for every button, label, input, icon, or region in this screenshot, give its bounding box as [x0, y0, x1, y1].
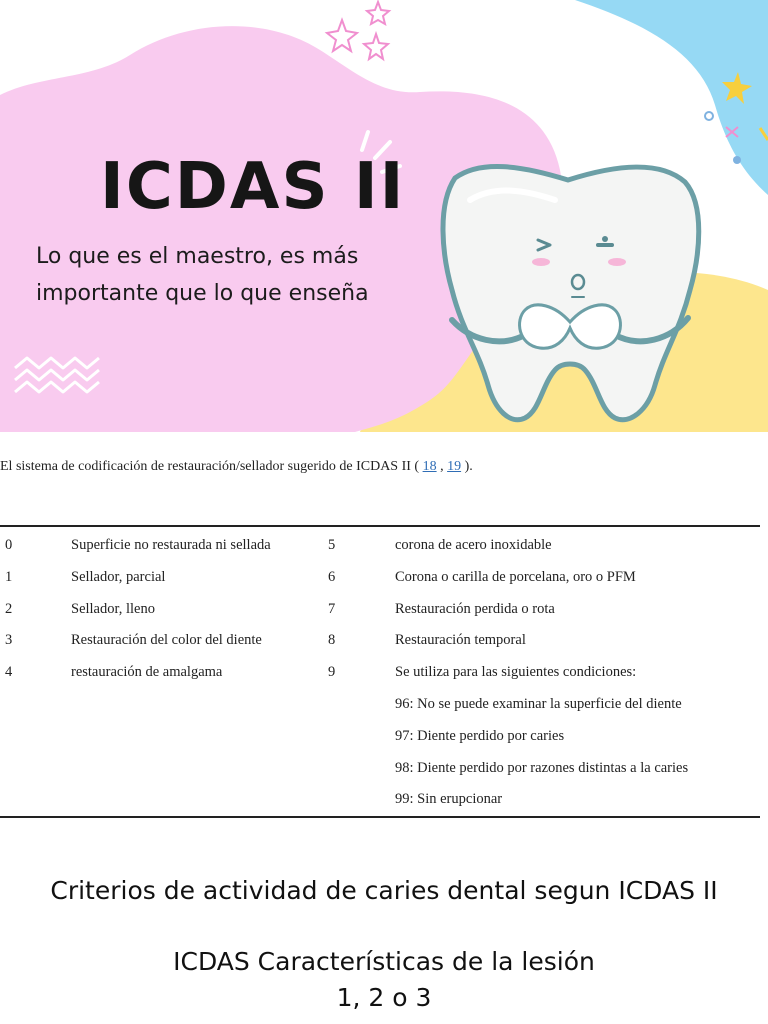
restoration-code-table	[0, 525, 760, 818]
code-cell: 6	[328, 568, 336, 585]
code-cell: 3	[5, 632, 13, 649]
table-row	[0, 753, 760, 785]
code-cell: 9	[328, 664, 336, 681]
code-cell: 2	[5, 600, 13, 617]
description-cell: 98: Diente perdido por razones distintas a la caries	[395, 759, 689, 776]
header-banner	[0, 0, 768, 432]
description-cell: 96: No se puede examinar la superficie del diente	[395, 695, 682, 712]
code-cell: 8	[328, 632, 336, 649]
caption-text: El sistema de codificación de restauración/sellador sugerido de ICDAS II (	[0, 459, 420, 474]
description-cell: 99: Sin erupcionar	[395, 791, 503, 808]
description-cell: Sellador, parcial	[71, 568, 166, 585]
table-caption	[0, 459, 768, 475]
codes-heading: 1, 2 o 3	[336, 983, 432, 1012]
code-cell: 5	[328, 537, 336, 553]
description-cell: Corona o carilla de porcelana, oro o PFM	[395, 568, 636, 585]
code-cell: 1	[5, 568, 13, 585]
caption-separator: ,	[440, 459, 444, 474]
table-row	[0, 657, 760, 689]
description-cell: Restauración temporal	[395, 632, 526, 649]
table-row	[0, 784, 760, 816]
star-icons	[327, 2, 389, 59]
banner-subtitle: Lo que es el maestro, es más importante que lo que enseña	[36, 244, 369, 306]
code-cell: 0	[5, 537, 13, 553]
caption-end: ).	[464, 459, 473, 474]
reference-link-18[interactable]: 18	[422, 459, 437, 474]
description-cell: 97: Diente perdido por caries	[395, 727, 565, 744]
table-row	[0, 689, 760, 721]
table-row	[0, 594, 760, 626]
table-row	[0, 530, 760, 562]
code-cell: 4	[5, 664, 13, 681]
table-row	[0, 562, 760, 594]
characteristics-heading: ICDAS Características de la lesión	[173, 947, 595, 976]
banner-title: ICDAS II	[100, 150, 406, 224]
criteria-heading: Criterios de actividad de caries dental segun ICDAS II	[50, 876, 718, 905]
table-row	[0, 721, 760, 753]
description-cell: Restauración perdida o rota	[395, 600, 555, 617]
description-cell: Restauración del color del diente	[71, 632, 262, 649]
description-cell: corona de acero inoxidable	[395, 537, 552, 553]
table-row	[0, 625, 760, 657]
description-cell: Se utiliza para las siguientes condiciones:	[395, 664, 637, 681]
reference-link-19[interactable]: 19	[447, 459, 462, 474]
description-cell: Superficie no restaurada ni sellada	[71, 537, 271, 553]
code-cell: 7	[328, 600, 336, 617]
description-cell: restauración de amalgama	[71, 664, 223, 681]
description-cell: Sellador, lleno	[71, 600, 155, 617]
